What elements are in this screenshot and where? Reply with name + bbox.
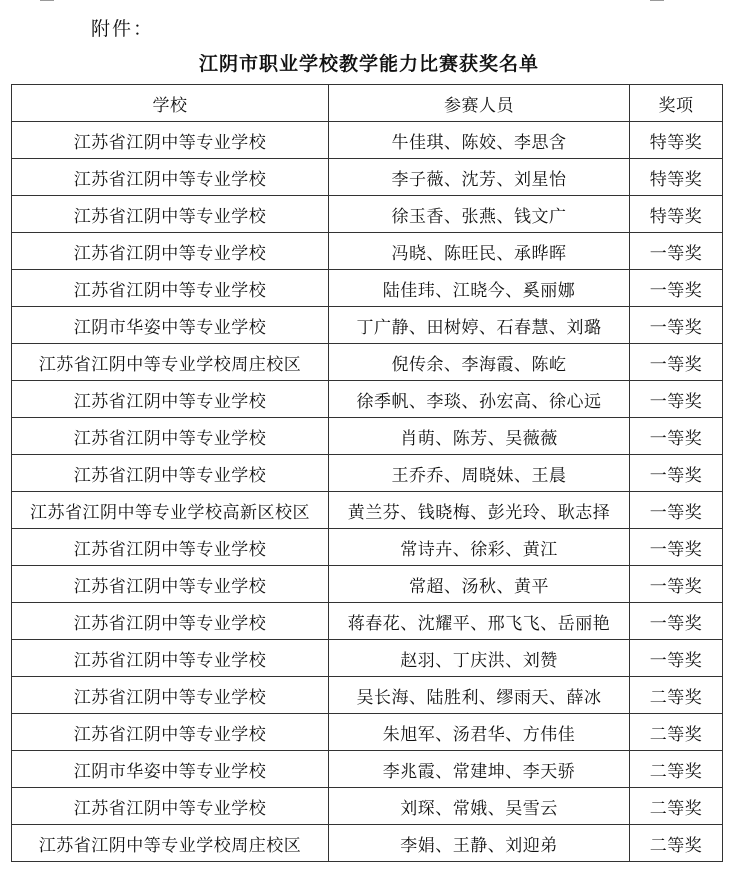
cell-school: 江苏省江阴中等专业学校: [12, 196, 329, 233]
cell-members: 刘琛、常娥、吴雪云: [329, 788, 630, 825]
table-header-row: [12, 85, 723, 122]
table-row: [12, 455, 723, 492]
cell-members: 吴长海、陆胜利、缪雨天、薛冰: [329, 677, 630, 714]
table-row: [12, 566, 723, 603]
cell-award: 一等奖: [630, 603, 723, 640]
cell-members: 李兆霞、常建坤、李天骄: [329, 751, 630, 788]
table-row: [12, 714, 723, 751]
cell-school: 江苏省江阴中等专业学校周庄校区: [12, 825, 329, 862]
cell-members: 常诗卉、徐彩、黄江: [329, 529, 630, 566]
table-row: [12, 529, 723, 566]
cell-school: 江苏省江阴中等专业学校: [12, 788, 329, 825]
header-school: 学校: [12, 85, 329, 122]
cell-award: 一等奖: [630, 307, 723, 344]
cell-award: 一等奖: [630, 381, 723, 418]
document-title: 江阴市职业学校教学能力比赛获奖名单: [198, 53, 539, 75]
cell-school: 江苏省江阴中等专业学校: [12, 455, 329, 492]
cell-members: 肖萌、陈芳、吴薇薇: [329, 418, 630, 455]
table-row: [12, 418, 723, 455]
cell-award: 一等奖: [630, 640, 723, 677]
attachment-label: 附件：: [91, 18, 155, 40]
cell-members: 徐玉香、张燕、钱文广: [329, 196, 630, 233]
award-table: [11, 84, 723, 862]
cell-award: 一等奖: [630, 455, 723, 492]
cell-award: 特等奖: [630, 196, 723, 233]
cell-school: 江苏省江阴中等专业学校: [12, 381, 329, 418]
cell-members: 李子薇、沈芳、刘星怡: [329, 159, 630, 196]
cell-school: 江苏省江阴中等专业学校: [12, 159, 329, 196]
cell-school: 江苏省江阴中等专业学校周庄校区: [12, 344, 329, 381]
table-row: [12, 344, 723, 381]
table-row: [12, 381, 723, 418]
cell-members: 常超、汤秋、黄平: [329, 566, 630, 603]
cell-award: 一等奖: [630, 418, 723, 455]
cell-award: 特等奖: [630, 159, 723, 196]
cell-award: 一等奖: [630, 270, 723, 307]
cell-school: 江苏省江阴中等专业学校: [12, 529, 329, 566]
table-row: [12, 640, 723, 677]
cell-members: 冯晓、陈旺民、承晔晖: [329, 233, 630, 270]
table-body: [12, 122, 723, 862]
cell-members: 倪传余、李海霞、陈屹: [329, 344, 630, 381]
table-row: [12, 788, 723, 825]
table-row: [12, 233, 723, 270]
cell-school: 江苏省江阴中等专业学校: [12, 270, 329, 307]
cell-members: 牛佳琪、陈姣、李思含: [329, 122, 630, 159]
cell-school: 江苏省江阴中等专业学校: [12, 603, 329, 640]
table-row: [12, 603, 723, 640]
cell-members: 蒋春花、沈耀平、邢飞飞、岳丽艳: [329, 603, 630, 640]
cell-school: 江阴市华姿中等专业学校: [12, 307, 329, 344]
table-row: [12, 159, 723, 196]
cell-award: 二等奖: [630, 825, 723, 862]
cell-award: 一等奖: [630, 492, 723, 529]
table-row: [12, 270, 723, 307]
table-row: [12, 122, 723, 159]
cell-school: 江苏省江阴中等专业学校: [12, 418, 329, 455]
cell-award: 二等奖: [630, 751, 723, 788]
cell-members: 李娟、王静、刘迎弟: [329, 825, 630, 862]
cell-school: 江苏省江阴中等专业学校: [12, 640, 329, 677]
cell-school: 江阴市华姿中等专业学校: [12, 751, 329, 788]
cell-award: 一等奖: [630, 529, 723, 566]
page-corner-mark-right: [650, 0, 664, 1]
table-row: [12, 751, 723, 788]
cell-award: 一等奖: [630, 344, 723, 381]
cell-award: 二等奖: [630, 714, 723, 751]
cell-award: 一等奖: [630, 233, 723, 270]
cell-members: 丁广静、田树婷、石春慧、刘璐: [329, 307, 630, 344]
table-row: [12, 825, 723, 862]
cell-school: 江苏省江阴中等专业学校: [12, 566, 329, 603]
cell-award: 二等奖: [630, 788, 723, 825]
cell-members: 徐季帆、李琰、孙宏高、徐心远: [329, 381, 630, 418]
table-row: [12, 307, 723, 344]
cell-school: 江苏省江阴中等专业学校: [12, 677, 329, 714]
cell-award: 二等奖: [630, 677, 723, 714]
cell-school: 江苏省江阴中等专业学校: [12, 233, 329, 270]
cell-members: 黄兰芬、钱晓梅、彭光玲、耿志择: [329, 492, 630, 529]
table-row: [12, 492, 723, 529]
header-award: 奖项: [630, 85, 723, 122]
cell-members: 王乔乔、周晓妹、王晨: [329, 455, 630, 492]
cell-members: 赵羽、丁庆洪、刘赞: [329, 640, 630, 677]
table-row: [12, 196, 723, 233]
cell-school: 江苏省江阴中等专业学校: [12, 714, 329, 751]
cell-award: 一等奖: [630, 566, 723, 603]
cell-award: 特等奖: [630, 122, 723, 159]
table-row: [12, 677, 723, 714]
page-corner-mark-left: [40, 0, 54, 1]
cell-members: 朱旭军、汤君华、方伟佳: [329, 714, 630, 751]
cell-school: 江苏省江阴中等专业学校: [12, 122, 329, 159]
cell-members: 陆佳玮、江晓今、奚丽娜: [329, 270, 630, 307]
cell-school: 江苏省江阴中等专业学校高新区校区: [12, 492, 329, 529]
header-members: 参赛人员: [329, 85, 630, 122]
